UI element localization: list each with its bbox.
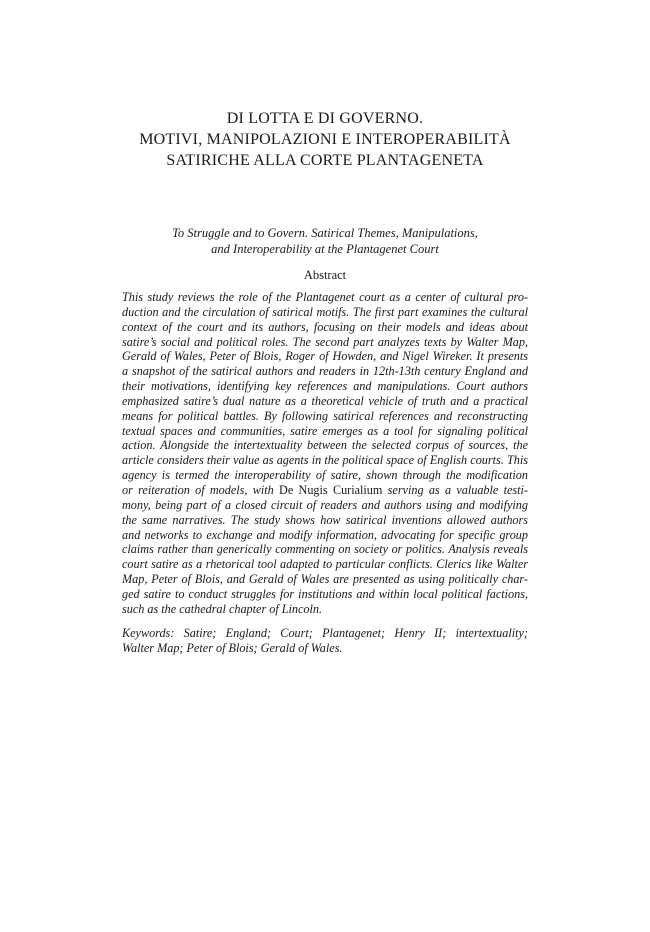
abstract-line: means for political battles. By following satirical references and reconstructing (122, 408, 528, 423)
keywords-line: Walter Map; Peter of Blois; Gerald of Wales. (122, 641, 343, 655)
abstract-line: duction and the circulation of satirical motifs. The first part examines the cultural (122, 304, 528, 319)
abstract-line: emphasized satire’s dual nature as a theoretical vehicle of truth and a practical (122, 393, 528, 408)
keywords (122, 626, 528, 656)
abstract-line: ged satire to conduct struggles for institutions and within local political factions, (122, 586, 528, 601)
paper-title (0, 108, 650, 171)
english-title-line: and Interoperability at the Plantagenet Court (211, 241, 439, 256)
title-line: SATIRICHE ALLA CORTE PLANTAGENETA (166, 152, 484, 169)
abstract-line: and networks to exchange and modify information, advocating for specific group (122, 527, 528, 542)
english-title (0, 226, 650, 257)
abstract-line: action. Alongside the intertextuality between the selected corpus of sources, the (122, 438, 528, 453)
abstract-heading: Abstract (303, 268, 347, 282)
keywords-line: Keywords: Satire; England; Court; Plantagenet; Henry II; intertextuality; (122, 626, 528, 640)
abstract-line: court satire as a rhetorical tool adapted to particular conflicts. Clerics like Walter (122, 557, 528, 572)
title-line: DI LOTTA E DI GOVERNO. (226, 110, 424, 127)
abstract-line: agency is termed the interoperability of satire, shown through the modification (122, 468, 528, 483)
abstract-line: Map, Peter of Blois, and Gerald of Wales are presented as using politically char- (122, 572, 528, 587)
abstract-line-mixed (122, 483, 528, 498)
abstract-line: their motivations, identifying key references and manipulations. Court authors (122, 379, 528, 394)
abstract-line: such as the cathedral chapter of Lincoln. (122, 601, 323, 616)
abstract-line: This study reviews the role of the Plantagenet court as a center of cultural pro- (122, 290, 528, 304)
abstract-line: article considers their value as agents in the political space of English courts. This (122, 453, 528, 468)
abstract-line-part: or reiteration of models, with (122, 482, 274, 497)
abstract-line: mony, being part of a closed circuit of readers and authors using and modifying (122, 497, 528, 512)
abstract-line: Gerald of Wales, Peter of Blois, Roger of Howden, and Nigel Wireker. It presents (122, 349, 528, 364)
abstract-line: the same narratives. The study shows how satirical inventions allowed authors (122, 512, 528, 527)
abstract-line: satire’s social and political roles. The second part analyzes texts by Walter Map, (122, 334, 528, 349)
abstract-line-part: serving as a valuable testi- (387, 482, 528, 497)
abstract-line: textual spaces and communities, satire emerges as a tool for signaling political (122, 423, 528, 438)
title-line: MOTIVI, MANIPOLAZIONI E INTEROPERABILITÀ (139, 131, 511, 148)
abstract-line: claims rather than generically commenting on society or politics. Analysis reveals (122, 542, 528, 557)
abstract-text (122, 290, 528, 617)
abstract-line: context of the court and its authors, focusing on their models and ideas about (122, 319, 528, 334)
cited-work-title: De Nugis Curialium (279, 482, 383, 497)
abstract-line: a snapshot of the satirical authors and readers in 12th-13th century England and (122, 364, 528, 379)
english-title-line: To Struggle and to Govern. Satirical Themes, Manipulations, (172, 226, 478, 240)
